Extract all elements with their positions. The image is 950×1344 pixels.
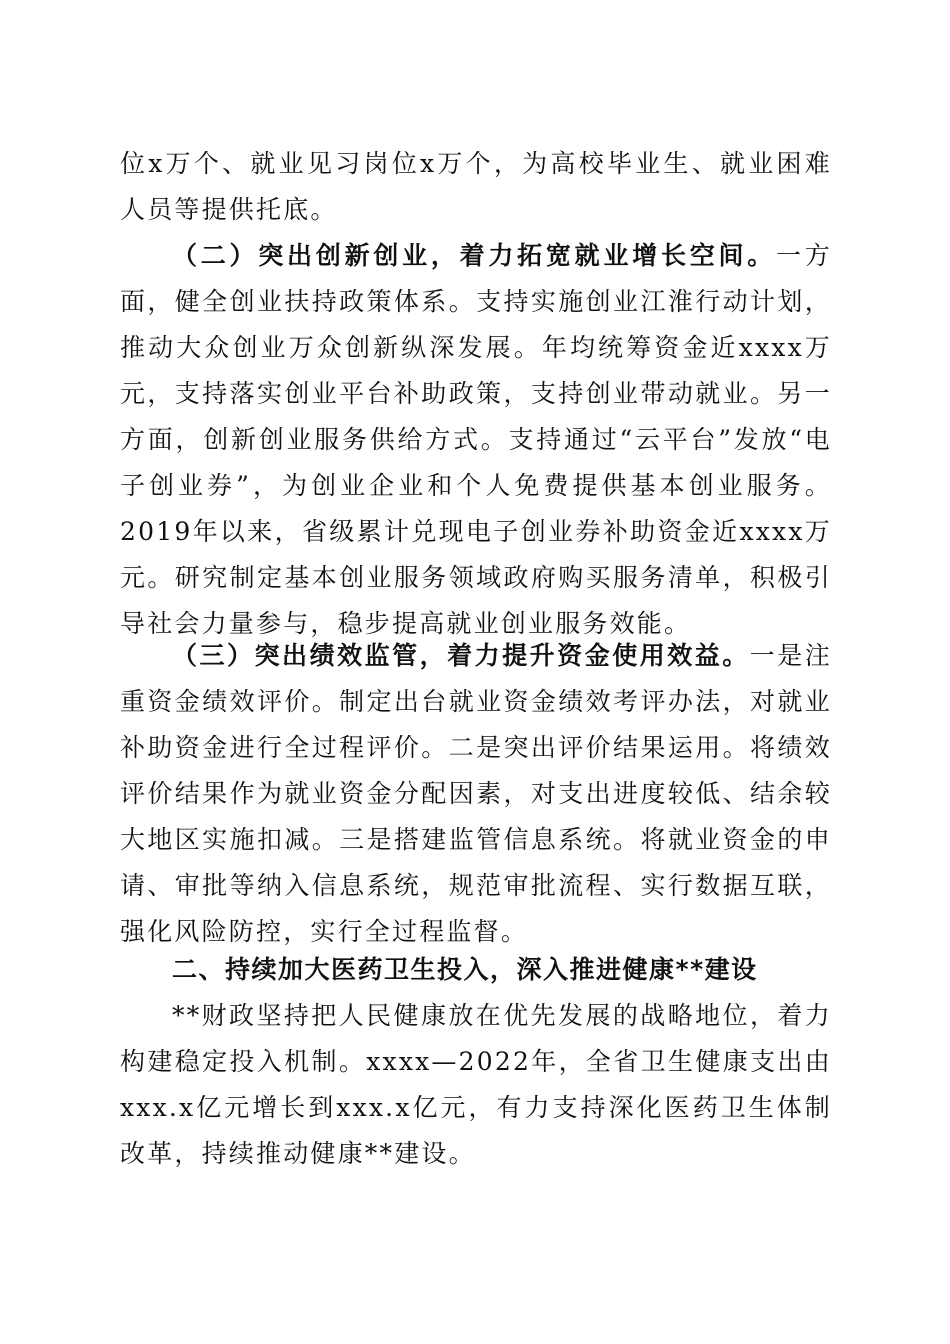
paragraph-body-performance: 一是注重资金绩效评价。制定出台就业资金绩效考评办法，对就业补助资金进行全过程评价。二是突出评价结果运用。将绩效评价结果作为就业资金分配因素，对支出进度较低、结余较大地区实施扣减。三是搭建监管信息系统。将就业资金的申请、审批等纳入信息系统，规范审批流程、实行数据互联，强化风险防控，实行全过程监督。: [120, 641, 832, 946]
paragraph-innovation-entrepreneurship: [120, 233, 832, 647]
continued-paragraph: [120, 141, 832, 233]
paragraph-body-health: **财政坚持把人民健康放在优先发展的战略地位，着力构建稳定投入机制。xxxx—2022年，全省卫生健康支出由xxx.x亿元增长到xxx.x亿元，有力支持深化医药卫生体制改革，持续推动健康**建设。: [120, 1001, 832, 1168]
paragraph-performance-supervision: [120, 633, 832, 955]
paragraph-heading-performance: （三）突出绩效监管，着力提升资金使用效益。: [172, 641, 750, 670]
continued-paragraph-text: 位x万个、就业见习岗位x万个，为高校毕业生、就业困难人员等提供托底。: [120, 149, 832, 224]
paragraph-health-investment: [120, 993, 832, 1177]
section-heading-health: 二、持续加大医药卫生投入，深入推进健康**建设: [172, 955, 758, 984]
paragraph-heading-innovation: （二）突出创新创业，着力拓宽就业增长空间。: [172, 241, 777, 270]
paragraph-body-innovation: 一方面，健全创业扶持政策体系。支持实施创业江淮行动计划，推动大众创业万众创新纵深发展。年均统筹资金近xxxx万元，支持落实创业平台补助政策，支持创业带动就业。另一方面，创新创业服务供给方式。支持通过“云平台”发放“电子创业券”，为创业企业和个人免费提供基本创业服务。2019年以来，省级累计兑现电子创业券补助资金近xxxx万元。研究制定基本创业服务领域政府购买服务清单，积极引导社会力量参与，稳步提高就业创业服务效能。: [120, 241, 832, 638]
